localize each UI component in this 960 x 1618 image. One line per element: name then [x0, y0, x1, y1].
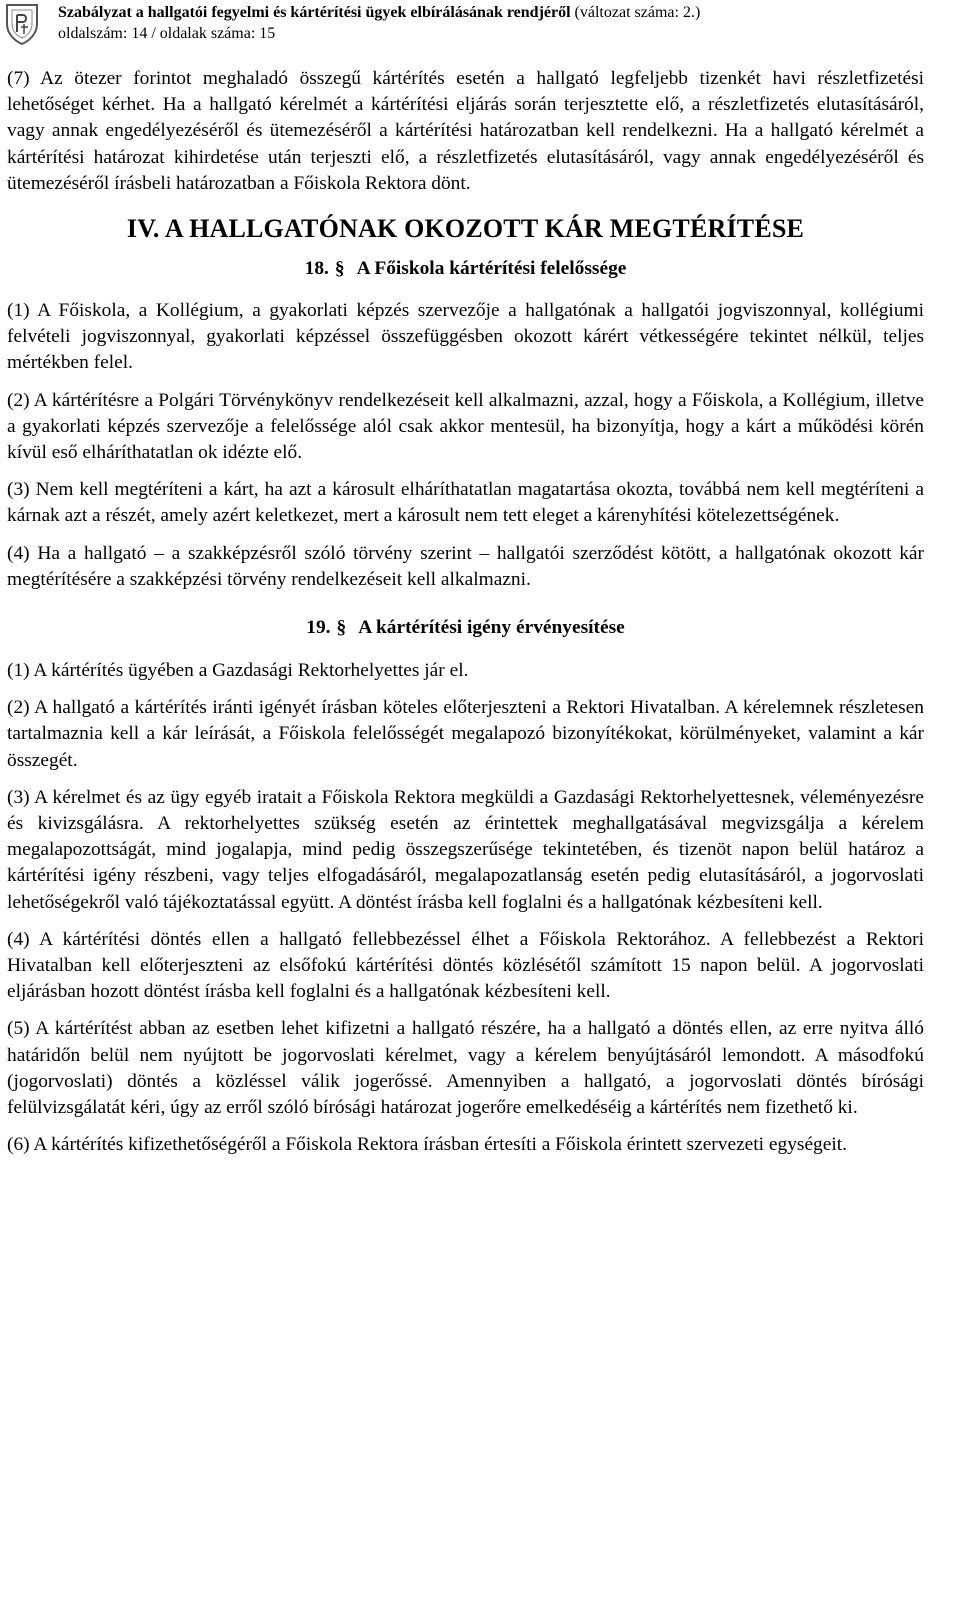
paragraph-18-3: (3) Nem kell megtéríteni a kárt, ha azt a károsult elháríthatatlan magatartása okozta, továbbá nem kell megtéríteni a kárnak azt a részét, amely azért keletkezet, mert a károsult nem tett eleget a kárenyhítési kötelezettségének.: [7, 479, 924, 527]
header-text: [58, 2, 700, 44]
institution-logo-icon: [4, 2, 40, 46]
document-body: [7, 66, 924, 1159]
paragraph-17-7: (7) Az ötezer forintot meghaladó összegű kártérítés esetén a hallgató legfeljebb tizenkét havi részletfizetési lehetőséget kérhet. Ha a hallgató kérelmét a kártérítési eljárás során terjesztette elő, a részletfizetés elutasításáról, vagy annak engedélyezéséről és ütemezéséről a kártérítési határozatban kell rendelkezni. Ha a hallgató kérelmét a kártérítési határozat kihirdetése után terjeszti elő, a részletfizetés elutasításáról, vagy annak engedélyezéséről és ütemezéséről írásbeli határozatban a Főiskola Rektora dönt.: [7, 68, 924, 194]
paragraph-18-4: (4) Ha a hallgató – a szakképzésről szóló törvény szerint – hallgatói szerződést kötött, a hallgatónak okozott kár megtérítésére a szakképzési törvény rendelkezéseit kell alkalmazni.: [7, 542, 924, 590]
section-19-heading: [7, 615, 924, 641]
paragraph-19-4: (4) A kártérítési döntés ellen a hallgató fellebbezéssel élhet a Főiskola Rektorához. A fellebbezést a Rektori Hivatalban kell előterjeszteni az elsőfokú kártérítési döntés közlésétől számított 15 napon belül. A jogorvoslati eljárásban hozott döntést írásba kell foglalni és a hallgatónak kézbesíteni kell.: [7, 928, 924, 1003]
paragraph-18-2: (2) A kártérítésre a Polgári Törvénykönyv rendelkezéseit kell alkalmazni, azzal, hogy a Főiskola, a Kollégium, illetve a gyakorlati képzés szervezője a felelőssége alól csak akkor mentesül, ha bizonyítja, hogy a kárt a működési körén kívül eső elháríthatatlan ok idézte elő.: [7, 389, 924, 464]
paragraph-19-6: (6) A kártérítés kifizethetőségéről a Főiskola Rektora írásban értesíti a Főiskola érintett szervezeti egységeit.: [7, 1134, 847, 1156]
section-title: A Főiskola kártérítési felelőssége: [356, 258, 627, 280]
page-info: oldalszám: 14 / oldalak száma: 15: [58, 25, 276, 42]
section-sign: §: [336, 617, 347, 639]
section-18-heading: [7, 256, 924, 282]
paragraph-19-3: (3) A kérelmet és az ügy egyéb iratait a Főiskola Rektora megküldi a Gazdasági Rektorhelyettesnek, véleményezésre és kivizsgálásra. A rektorhelyettes szükség esetén az érintettek meghallgatásával megvizsgálja a kérelem megalapozottságát, mind jogalapja, mind pedig összegszerűsége tekintetében, és tizenöt napon belül határoz a kártérítési igény részbeni, vagy teljes elfogadásáról, megalapozatlanság esetén pedig elutasításáról, a jogorvoslati lehetőségekről való tájékoztatással együtt. A döntést írásba kell foglalni és a hallgatónak kézbesíteni kell.: [7, 786, 924, 913]
paragraph-18-1: (1) A Főiskola, a Kollégium, a gyakorlati képzés szervezője a hallgatónak a hallgatói jogviszonnyal, kollégiumi felvételi jogviszonnyal, gyakorlati képzéssel összefüggésben okozott kárért vétkességére tekintet nélkül, teljes mértékben felel.: [7, 300, 924, 374]
document-version: (változat száma: 2.): [574, 4, 701, 21]
chapter-title: IV. A HALLGATÓNAK OKOZOTT KÁR MEGTÉRÍTÉSE: [126, 214, 805, 244]
section-number: 18.: [304, 258, 329, 280]
paragraph-19-2: (2) A hallgató a kártérítés iránti igényét írásban köteles előterjeszteni a Rektori Hivatalban. A kérelemnek részletesen tartalmaznia kell a kár leírását, a Főiskola felelősségét megalapozó bizonyítékokat, körülményeket, valamint a kár összegét.: [7, 697, 924, 771]
page-header: [0, 0, 960, 52]
paragraph-19-1: (1) A kártérítés ügyében a Gazdasági Rektorhelyettes jár el.: [7, 660, 469, 682]
paragraph-19-5: (5) A kártérítést abban az esetben lehet kifizetni a hallgató részére, ha a hallgató a döntés ellen, az erre nyitva álló határidőn belül nem nyújtott be jogorvoslati kérelmet, vagy a kérelem benyújtásáról lemondott. A másodfokú (jogorvoslati) döntés a közléssel válik jogerőssé. Amennyiben a hallgató, a jogorvoslati döntés bírósági felülvizsgálatát kéri, úgy az erről szóló bírósági határozat jogerőre emelkedéséig a kártérítés nem fizethető ki.: [7, 1018, 924, 1119]
section-title: A kártérítési igény érvényesítése: [358, 617, 625, 639]
section-sign: §: [334, 258, 345, 280]
document-title: Szabályzat a hallgatói fegyelmi és kártérítési ügyek elbírálásának rendjéről: [58, 4, 571, 21]
section-number: 19.: [306, 617, 331, 639]
